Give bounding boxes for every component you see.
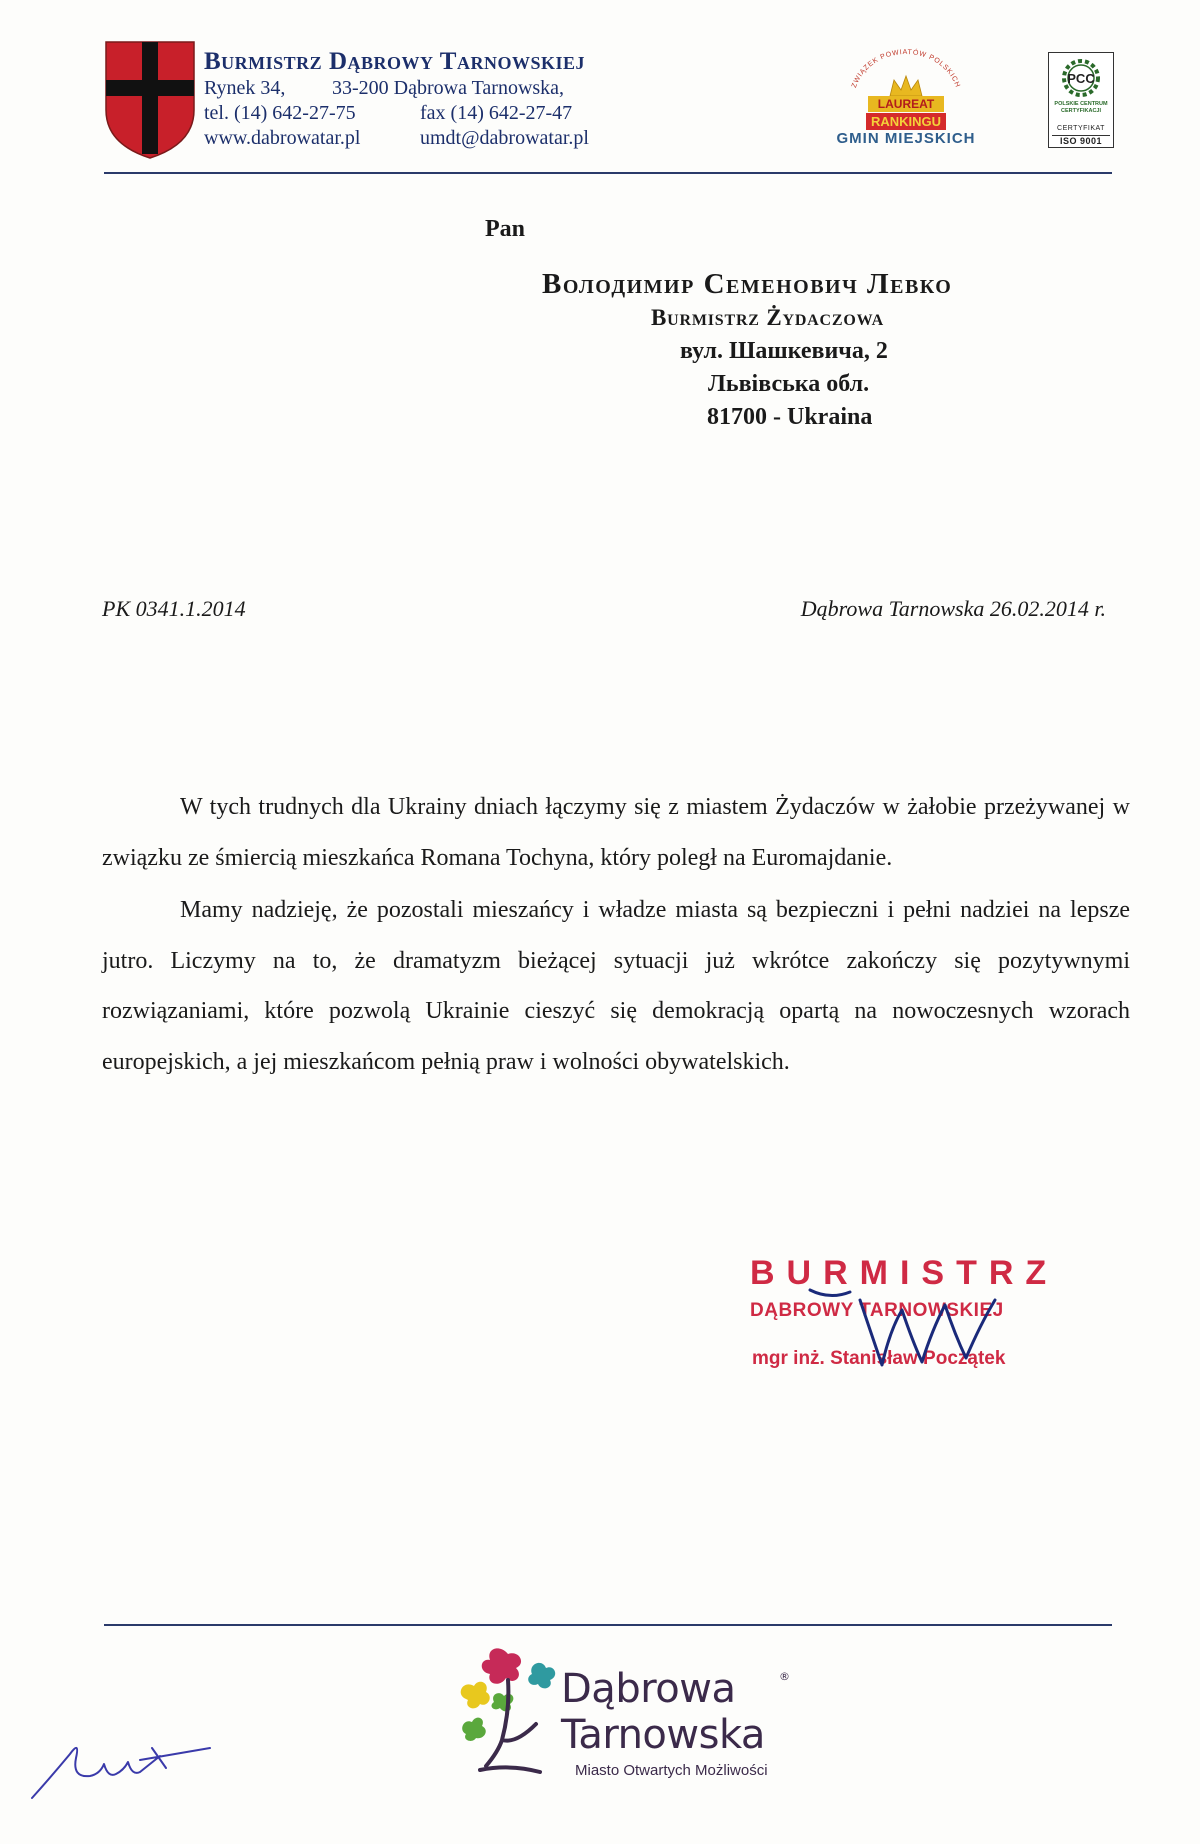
award-arc-text: ZWIĄZEK POWIATÓW POLSKICH <box>850 48 962 89</box>
salutation: Pan <box>485 216 526 242</box>
recipient-postal: 81700 - Ukraina <box>707 404 873 430</box>
coat-of-arms-icon <box>104 40 196 160</box>
initials-signature-icon <box>20 1718 220 1808</box>
stamp-signatory: mgr inż. Stanisław Początek <box>752 1348 1006 1369</box>
letterhead-title: Burmistrz Dąbrowy Tarnowskiej <box>204 48 585 75</box>
reference-number: PK 0341.1.2014 <box>102 596 246 621</box>
body-paragraph: W tych trudnych dla Ukrainy dniach łączymy się z miastem Żydaczów w żałobie przeżywanej w związku ze śmiercią mieszkańca Romana Tochyna, który poległ na Euromajdanie. <box>102 794 1130 871</box>
letterhead-text <box>204 48 589 151</box>
logo-line-1: Dąbrowa <box>561 1666 736 1712</box>
letterhead-fax: fax (14) 642-27-47 <box>420 102 573 124</box>
stamp-office: DĄBROWY TARNOWSKIEJ <box>750 1300 1004 1321</box>
city-logo-wordmark <box>561 1666 790 1758</box>
body-paragraph: Mamy nadzieję, że pozostali mieszańcy i władze miasta są bezpieczni i pełni nadziei na lepsze jutro. Liczymy na to, że dramatyzm bieżącej sytuacji już wkrótce zakończy się pozytywnymi rozwiązaniami, które pozwolą Ukrainie cieszyć się demokracją opartą na nowoczesnych wzorach europejskich, a jej mieszkańcom pełnią praw i wolności obywatelskich. <box>102 897 1130 1075</box>
footer-divider <box>104 1624 1112 1626</box>
letterhead-street: Rynek 34, <box>204 77 286 99</box>
recipient-street: вул. Шашкевича, 2 <box>680 338 888 364</box>
letterhead-city: 33-200 Dąbrowa Tarnowska, <box>332 77 565 99</box>
oak-leaves-logo-icon <box>450 1640 570 1780</box>
recipient-region: Львівська обл. <box>708 371 870 397</box>
stamp-title: BURMISTRZ <box>750 1254 1059 1292</box>
pcc-iso-label: ISO 9001 <box>1052 135 1110 146</box>
letterhead-phone: tel. (14) 642-27-75 <box>204 102 356 124</box>
date-line: Dąbrowa Tarnowska 26.02.2014 r. <box>800 596 1106 621</box>
pcc-certificate-badge <box>1048 52 1114 148</box>
city-tagline: Miasto Otwartych Możliwości <box>575 1762 768 1779</box>
registered-mark: ® <box>779 1670 790 1683</box>
award-banner-laureat: LAUREAT <box>868 96 944 112</box>
pcc-small-text: POLSKIE CENTRUM CERTYFIKACJI <box>1054 101 1108 114</box>
award-badge <box>826 46 986 158</box>
pcc-cert-label: CERTYFIKAT <box>1057 125 1105 132</box>
letterhead-email: umdt@dabrowatar.pl <box>420 127 589 149</box>
pcc-logo-text: PCC <box>1067 71 1095 86</box>
award-caption: GMIN MIEJSKICH <box>836 130 976 147</box>
award-banner-rankingu: RANKINGU <box>866 113 946 130</box>
award-arc-icon <box>846 46 966 102</box>
letter-body <box>102 782 1130 1087</box>
header-divider <box>104 172 1112 174</box>
recipient-name: Володимир Семенович Левко <box>542 268 953 300</box>
handwritten-signature-icon <box>790 1270 1040 1380</box>
recipient-title: Burmistrz Żydaczowa <box>651 305 884 330</box>
logo-line-2: Tarnowska <box>561 1712 765 1758</box>
pcc-gear-icon <box>1057 57 1105 99</box>
letterhead-website: www.dabrowatar.pl <box>204 127 361 149</box>
